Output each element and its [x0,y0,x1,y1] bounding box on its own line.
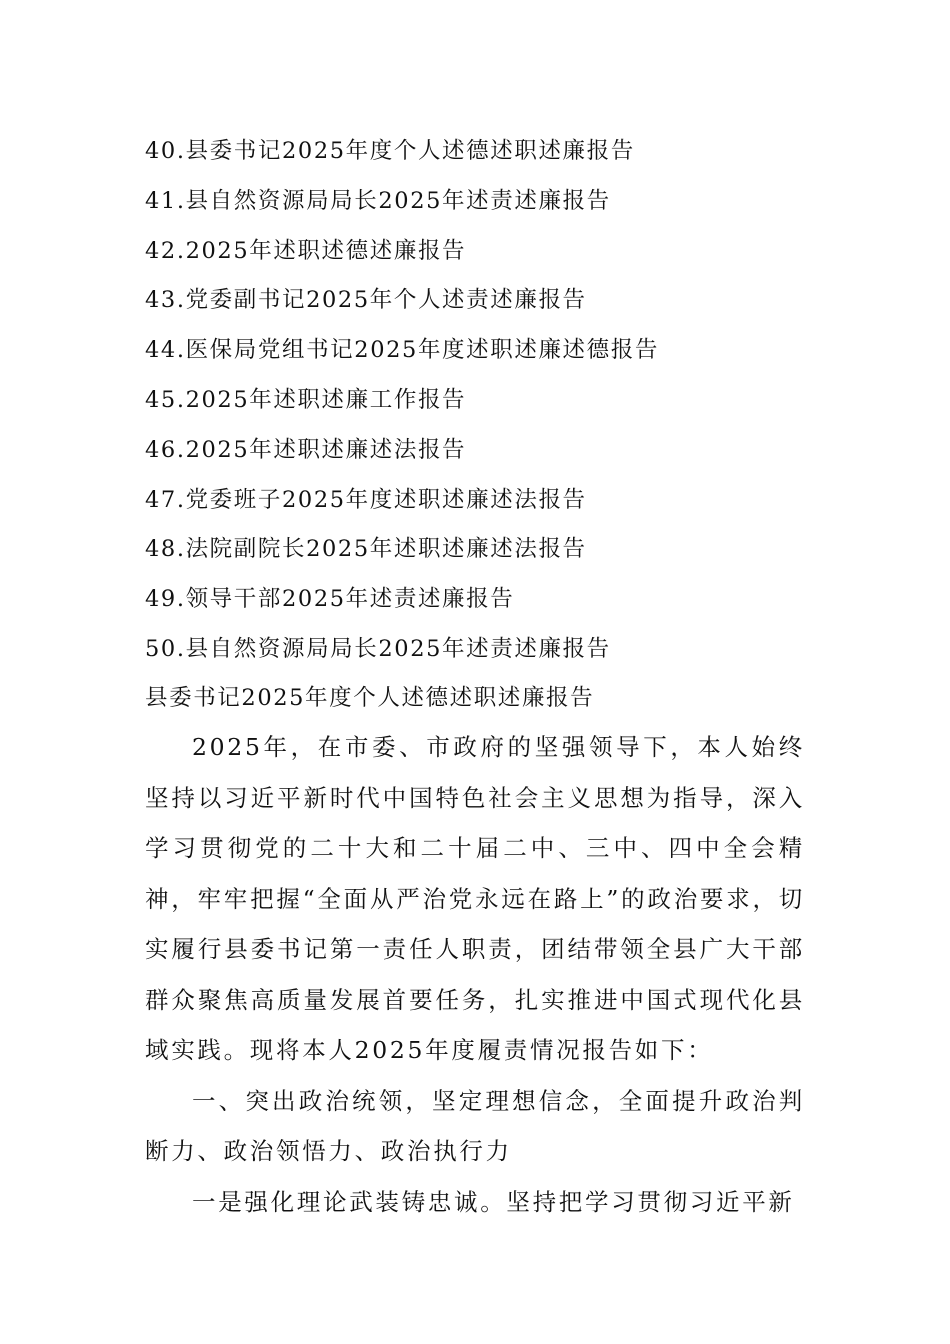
toc-item-46: 46.2025年述职述廉述法报告 [145,436,467,463]
toc-item-49: 49.领导干部2025年述责述廉报告 [145,586,515,613]
toc-item-47: 47.党委班子2025年度述职述廉述法报告 [145,486,587,513]
toc-item-50: 50.县自然资源局局长2025年述责述廉报告 [145,635,611,662]
toc-item-45: 45.2025年述职述廉工作报告 [145,386,467,413]
section-heading-1: 一、突出政治统领，坚定理想信念，全面提升政治判断力、政治领悟力、政治执行力 [145,1086,805,1165]
toc-item-48: 48.法院副院长2025年述职述廉述法报告 [145,536,587,563]
toc-item-44: 44.医保局党组书记2025年度述职述廉述德报告 [145,337,659,364]
intro-paragraph: 2025年，在市委、市政府的坚强领导下，本人始终坚持以习近平新时代中国特色社会主义思想为指导，深入学习贯彻党的二十大和二十届二中、三中、四中全会精神，牢牢把握“全面从严治党永远在路上”的政治要求，切实履行县委书记第一责任人职责，团结带领全县广大干部群众聚焦高质量发展首要任务，扎实推进中国式现代化县域实践。现将本人2025年度履责情况报告如下： [145,733,805,1064]
document-title: 县委书记2025年度个人述德述职述廉报告 [145,685,595,711]
toc-item-42: 42.2025年述职述德述廉报告 [145,237,467,264]
toc-item-41: 41.县自然资源局局长2025年述责述廉报告 [145,187,611,214]
document-body [145,722,805,1227]
body-paragraph: 一是强化理论武装铸忠诚。坚持把学习贯彻习近平新 [192,1187,795,1216]
toc-item-43: 43.党委副书记2025年个人述责述廉报告 [145,287,587,314]
toc-item-40: 40.县委书记2025年度个人述德述职述廉报告 [145,138,635,164]
table-of-contents [145,127,825,675]
